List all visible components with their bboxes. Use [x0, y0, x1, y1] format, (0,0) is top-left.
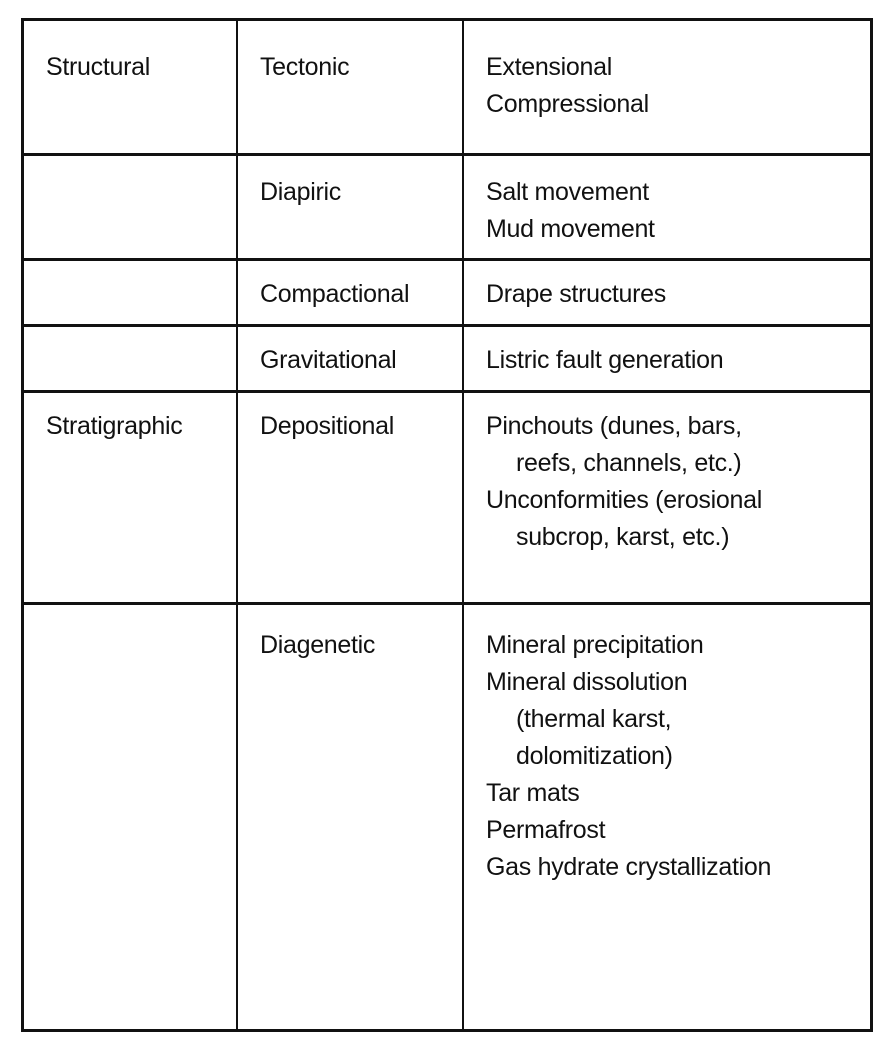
examples-cell [463, 604, 872, 1031]
table-row [23, 20, 872, 155]
category-cell [23, 155, 237, 260]
example-item: Compressional [486, 90, 649, 118]
category-label [24, 605, 236, 637]
category-label [24, 156, 236, 184]
table-row [23, 604, 872, 1031]
category-cell [23, 260, 237, 326]
subcategory-label: Depositional [259, 412, 394, 440]
category-cell [23, 392, 237, 604]
subcategory-cell [237, 326, 463, 392]
examples-cell [463, 155, 872, 260]
example-item: reefs, channels, etc.) [516, 449, 742, 477]
category-label [24, 261, 236, 286]
example-item: Drape structures [486, 280, 666, 308]
category-label: Stratigraphic [46, 412, 183, 440]
table-row [23, 326, 872, 392]
example-item: Mud movement [486, 215, 655, 243]
subcategory-label: Gravitational [259, 346, 397, 374]
example-item: Listric fault generation [486, 346, 724, 374]
example-item: Mineral dissolution [486, 668, 688, 696]
table-row [23, 155, 872, 260]
example-item: dolomitization) [516, 742, 673, 770]
examples-cell [463, 20, 872, 155]
subcategory-label: Diagenetic [259, 631, 376, 659]
example-item: Pinchouts (dunes, bars, [486, 412, 742, 440]
table-row [23, 392, 872, 604]
category-cell [23, 326, 237, 392]
subcategory-label: Diapiric [259, 178, 341, 206]
category-cell [23, 20, 237, 155]
examples-cell [463, 326, 872, 392]
examples-cell [463, 392, 872, 604]
trap-classification-table [21, 18, 873, 1032]
table-row [23, 260, 872, 326]
subcategory-cell [237, 604, 463, 1031]
subcategory-label: Compactional [259, 280, 410, 308]
category-label: Structural [46, 53, 150, 81]
example-item: Tar mats [486, 779, 580, 807]
category-cell [23, 604, 237, 1031]
subcategory-cell [237, 155, 463, 260]
subcategory-cell [237, 392, 463, 604]
example-item: (thermal karst, [516, 705, 672, 733]
example-item: Extensional [486, 53, 612, 81]
example-item: Mineral precipitation [486, 631, 704, 659]
example-item: Gas hydrate crystallization [486, 853, 772, 881]
example-item: Permafrost [486, 816, 606, 844]
category-label [24, 327, 236, 352]
example-item: Salt movement [486, 178, 649, 206]
subcategory-label: Tectonic [259, 53, 350, 81]
subcategory-cell [237, 20, 463, 155]
subcategory-cell [237, 260, 463, 326]
examples-cell [463, 260, 872, 326]
example-item: Unconformities (erosional [486, 486, 762, 514]
example-item: subcrop, karst, etc.) [516, 523, 730, 551]
